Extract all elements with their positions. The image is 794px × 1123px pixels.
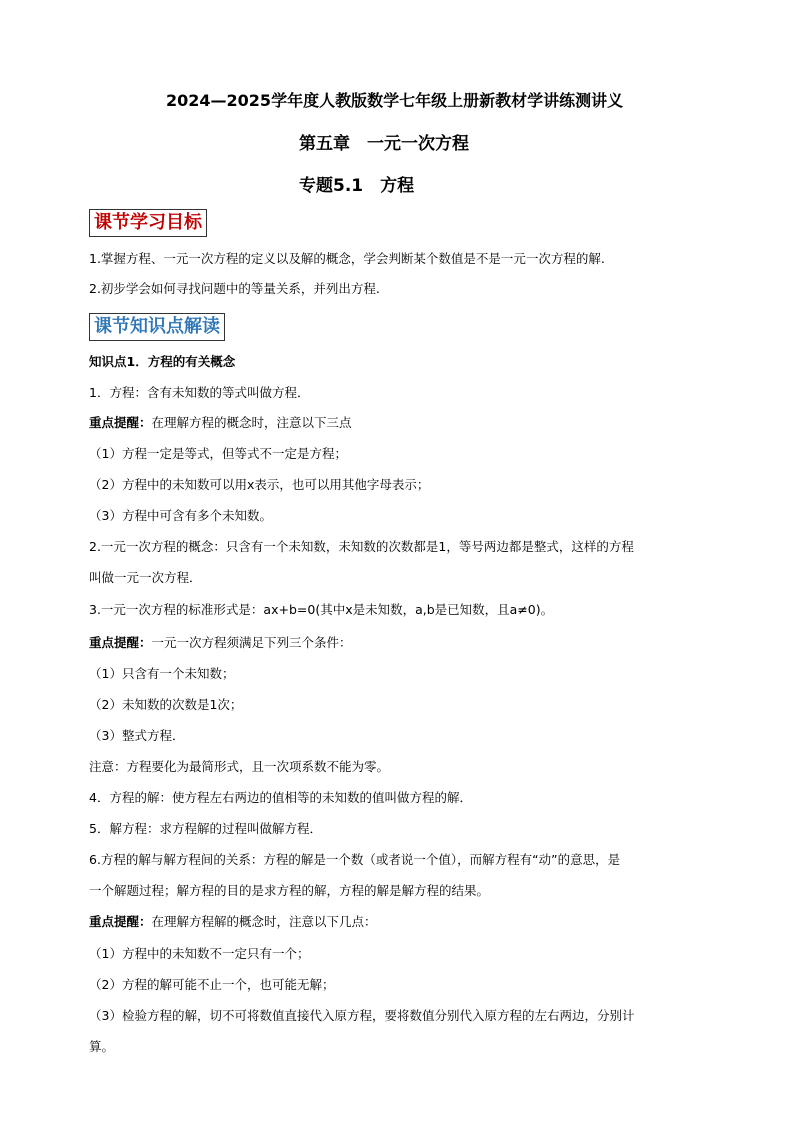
reminder-item: （1）方程一定是等式，但等式不一定是方程； <box>89 446 347 461</box>
goal-item: 1.掌握方程、一元一次方程的定义以及解的概念，学会判断某个数值是不是一元一次方程的解. <box>89 251 605 266</box>
knowledge-points-heading: 课节知识点解读 <box>89 313 225 341</box>
reminder-item: （2）未知数的次数是1次； <box>89 697 243 712</box>
standard-form: 3.一元一次方程的标准形式是：ax+b=0(其中x是未知数，a,b是已知数，且a≠0)。 <box>89 602 554 617</box>
reminder-item: （3）检验方程的解，切不可将数值直接代入原方程，要将数值分别代入原方程的左右两边，分别计 <box>89 1008 635 1023</box>
definition-linear-equation-cont: 叫做一元一次方程． <box>89 570 202 585</box>
definition-solving: 5．解方程：求方程解的过程叫做解方程． <box>89 821 322 836</box>
reminder-item: （2）方程的解可能不止一个，也可能无解； <box>89 977 335 992</box>
definition-solution: 4．方程的解：使方程左右两边的值相等的未知数的值叫做方程的解． <box>89 790 472 805</box>
reminder-label: 重点提醒： <box>89 914 152 929</box>
reminder-label: 重点提醒： <box>89 635 152 650</box>
reminder-line <box>89 413 709 433</box>
reminder-line <box>89 633 709 653</box>
goal-item: 2.初步学会如何寻找问题中的等量关系，并列出方程. <box>89 281 380 296</box>
reminder-item: （3）整式方程． <box>89 728 185 743</box>
definition-linear-equation: 2.一元一次方程的概念：只含有一个未知数，未知数的次数都是1，等号两边都是整式，这样的方程 <box>89 539 634 554</box>
knowledge-point-title: 知识点1．方程的有关概念 <box>89 354 236 369</box>
chapter-title: 第五章 一元一次方程 <box>299 134 469 154</box>
reminder-label: 重点提醒： <box>89 415 152 430</box>
reminder-item: （2）方程中的未知数可以用x表示，也可以用其他字母表示； <box>89 477 430 492</box>
learning-goals-heading: 课节学习目标 <box>89 209 207 237</box>
reminder-text: 一元一次方程须满足下列三个条件： <box>151 635 352 650</box>
reminder-text: 在理解方程解的概念时，注意以下几点： <box>151 914 377 929</box>
reminder-item: （3）方程中可含有多个未知数。 <box>89 508 272 523</box>
solution-relationship: 6.方程的解与解方程间的关系：方程的解是一个数（或者说一个值），而解方程有“动”的意思，是 <box>89 852 621 867</box>
reminder-line <box>89 912 709 932</box>
definition-equation: 1．方程：含有未知数的等式叫做方程． <box>89 385 310 400</box>
reminder-text: 在理解方程的概念时，注意以下三点 <box>151 415 352 430</box>
note-line: 注意：方程要化为最简形式，且一次项系数不能为零。 <box>89 759 390 774</box>
reminder-item: （1）只含有一个未知数； <box>89 666 235 681</box>
reminder-item-cont: 算。 <box>89 1039 115 1054</box>
reminder-item: （1）方程中的未知数不一定只有一个； <box>89 946 310 961</box>
document-title: 2024—2025学年度人教版数学七年级上册新教材学讲练测讲义 <box>166 91 624 110</box>
solution-relationship-cont: 一个解题过程；解方程的目的是求方程的解，方程的解是解方程的结果。 <box>89 883 490 898</box>
topic-title: 专题5.1 方程 <box>299 176 415 196</box>
